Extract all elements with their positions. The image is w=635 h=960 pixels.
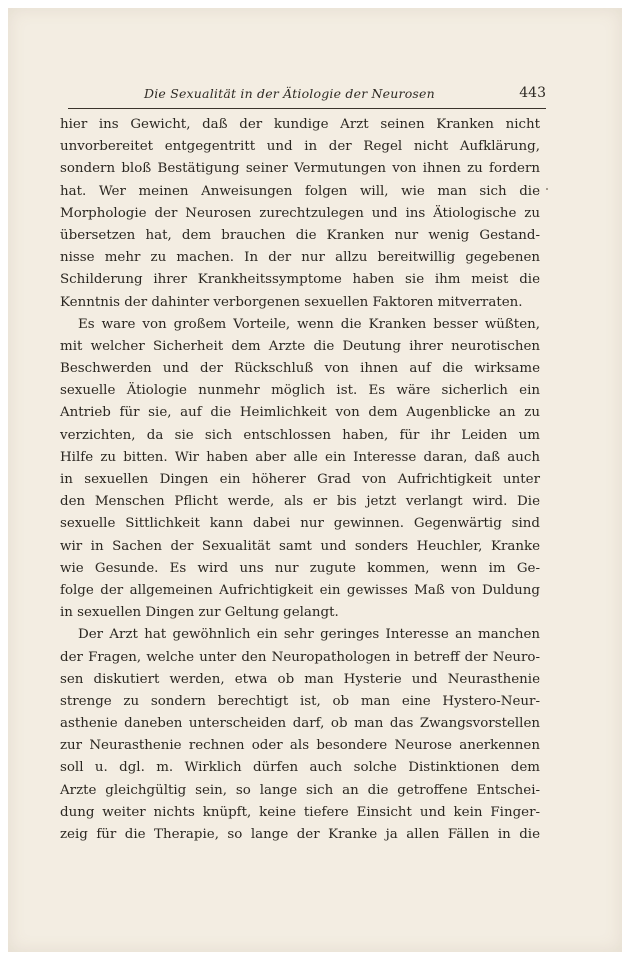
text-line: strenge zu sondern berechtigt ist, ob man eine Hystero-Neur- — [60, 693, 540, 709]
text-line: sexuelle Ätiologie nunmehr möglich ist. Es wäre sicherlich ein — [60, 383, 540, 399]
header-rule — [68, 108, 546, 109]
text-line: Morphologie der Neurosen zurechtzulegen und ins Ätiologische zu — [60, 205, 540, 221]
text-line: Schilderung ihrer Krankheitssymptome haben sie ihm meist die — [60, 272, 540, 288]
page-number: 443 — [519, 85, 546, 101]
text-line: übersetzen hat, dem brauchen die Kranken nur wenig Gestand- — [60, 227, 540, 243]
text-line: wir in Sachen der Sexualität samt und sonders Heuchler, Kranke — [60, 538, 540, 554]
text-line: zeig für die Therapie, so lange der Kranke ja allen Fällen in die — [60, 827, 540, 842]
text-line: Der Arzt hat gewöhnlich ein sehr geringes Interesse an manchen — [78, 627, 540, 643]
text-line: hier ins Gewicht, daß der kundige Arzt seinen Kranken nicht — [60, 117, 540, 132]
text-line: Beschwerden und der Rückschluß von ihnen auf die wirksame — [60, 361, 540, 377]
text-line: nisse mehr zu machen. In der nur allzu bereitwillig gegebenen — [60, 250, 540, 266]
text-line: hat. Wer meinen Anweisungen folgen will, wie man sich die — [60, 183, 540, 199]
text-line: mit welcher Sicherheit dem Arzte die Deutung ihrer neurotischen — [60, 338, 540, 354]
text-line: wie Gesunde. Es wird uns nur zugute kommen, wenn im Ge- — [60, 560, 540, 576]
text-line: in sexuellen Dingen ein höherer Grad von Aufrichtigkeit unter — [60, 472, 540, 487]
text-line: verzichten, da sie sich entschlossen haben, für ihr Leiden um — [60, 427, 540, 443]
text-line: sexuelle Sittlichkeit kann dabei nur gewinnen. Gegenwärtig sind — [60, 516, 540, 532]
text-line: Antrieb für sie, auf die Heimlichkeit von dem Augenblicke an zu — [60, 405, 540, 421]
text-line: folge der allgemeinen Aufrichtigkeit ein gewisses Maß von Duldung — [60, 582, 540, 598]
text-line: Hilfe zu bitten. Wir haben aber alle ein Interesse daran, daß auch — [60, 449, 540, 465]
text-line: der Fragen, welche unter den Neuropathologen in betreff der Neuro- — [60, 649, 540, 665]
text-line: dung weiter nichts knüpft, keine tiefere Einsicht und kein Finger- — [60, 804, 540, 820]
text-line: soll u. dgl. m. Wirklich dürfen auch solche Distinktionen dem — [60, 760, 540, 776]
text-line: Kenntnis der dahinter verborgenen sexuellen Faktoren mitverraten. — [60, 294, 523, 310]
running-title: Die Sexualität in der Ätiologie der Neurosen — [144, 86, 435, 101]
text-line: unvorbereitet entgegentritt und in der Regel nicht Aufklärung, — [60, 139, 540, 155]
body-text — [60, 114, 540, 846]
paper-speck — [546, 188, 548, 190]
text-line: den Menschen Pflicht werde, als er bis jetzt verlangt wird. Die — [60, 494, 540, 510]
text-line: zur Neurasthenie rechnen oder als besondere Neurose anerkennen — [60, 738, 540, 754]
text-line: sondern bloß Bestätigung seiner Vermutungen von ihnen zu fordern — [60, 161, 540, 177]
text-line: asthenie daneben unterscheiden darf, ob man das Zwangsvorstellen — [60, 716, 540, 732]
text-line: Es ware von großem Vorteile, wenn die Kranken besser wüßten, — [78, 316, 540, 332]
running-header — [68, 82, 546, 112]
text-line: in sexuellen Dingen zur Geltung gelangt. — [60, 605, 339, 621]
text-line: sen diskutiert werden, etwa ob man Hysterie und Neurasthenie — [60, 671, 540, 687]
text-line: Arzte gleichgültig sein, so lange sich an die getroffene Entschei- — [60, 782, 540, 798]
